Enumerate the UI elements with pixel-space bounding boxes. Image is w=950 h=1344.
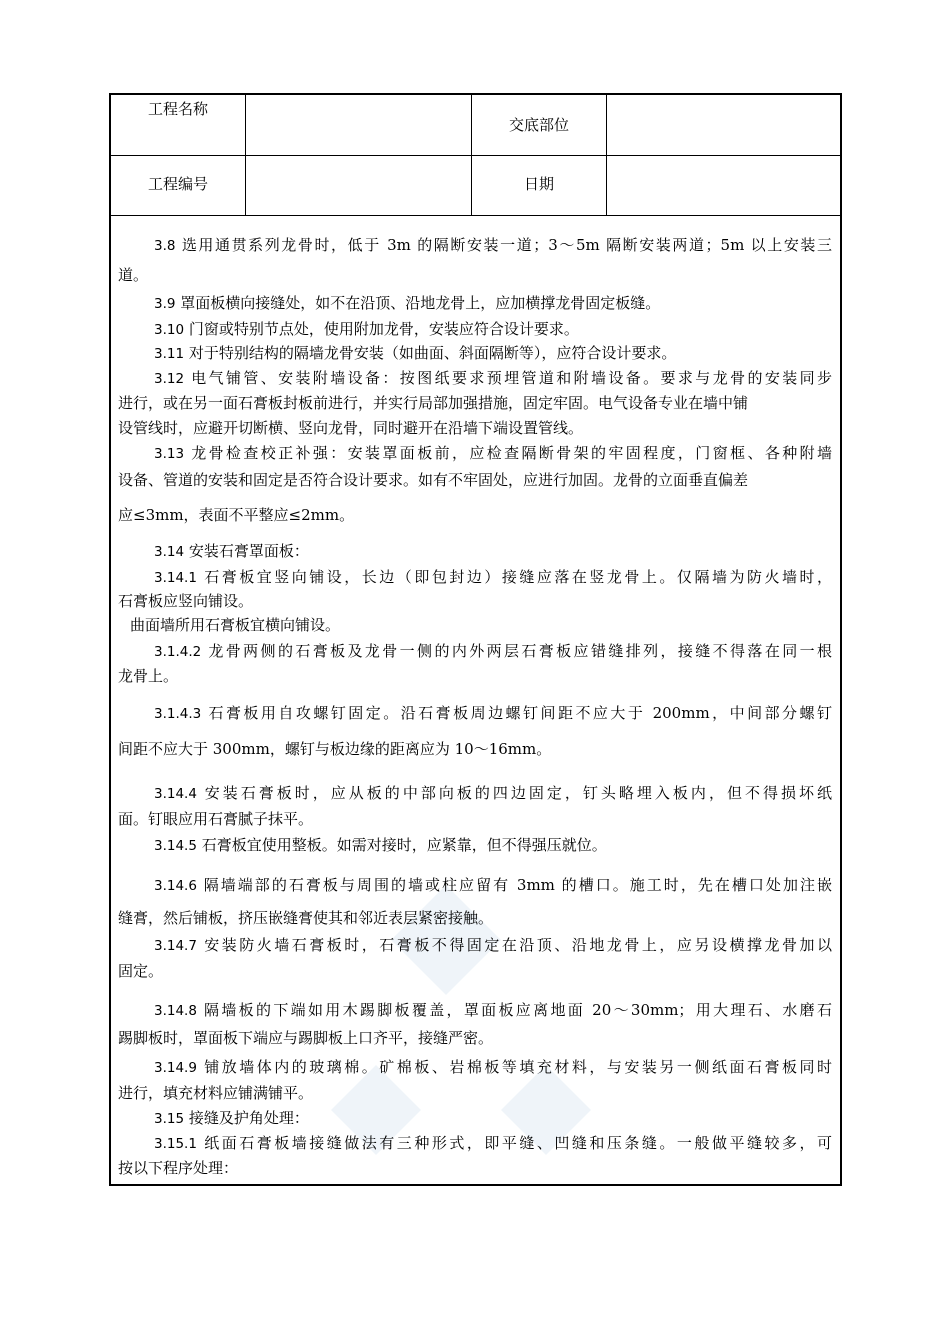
- paragraph-line: [118, 835, 607, 856]
- handover-body: [111, 215, 840, 1184]
- header-row-1: [111, 95, 840, 156]
- clause-number: 3.9: [154, 296, 176, 312]
- line-content: [118, 740, 551, 758]
- line-content: [118, 506, 354, 524]
- line-content: [118, 266, 148, 284]
- paragraph-line: [118, 1133, 832, 1154]
- clause-text: 安装石膏板时，应从板的中部向板的四边固定，钉头略埋入板内，但不得损坏纸: [196, 784, 832, 802]
- clause-text: 隔墙板的下端如用木踢脚板覆盖，罩面板应离地面 20～30mm；用大理石、水磨石: [196, 1001, 832, 1019]
- line-content: [130, 616, 340, 634]
- paragraph-line: [118, 641, 832, 662]
- clause-text: 门窗或特别节点处，使用附加龙骨，安装应符合设计要求。: [184, 320, 579, 338]
- project-name-value-cell[interactable]: [246, 95, 472, 155]
- line-content: [118, 909, 493, 927]
- clause-text: 进行，填充材料应铺满铺平。: [118, 1084, 314, 1102]
- line-content: [118, 810, 313, 828]
- clause-text: 安装石膏罩面板：: [184, 542, 309, 560]
- paragraph-line: [118, 470, 748, 490]
- project-number-label: 工程编号: [147, 175, 208, 193]
- line-content: [154, 294, 660, 312]
- clause-text: 接缝及护角处理：: [184, 1109, 309, 1127]
- line-content: [154, 344, 676, 362]
- date-value-cell[interactable]: [607, 155, 840, 215]
- paragraph-line: [118, 875, 832, 896]
- clause-number: 3.14.8: [154, 1003, 197, 1019]
- paragraph-line: [118, 368, 832, 389]
- line-content: [118, 1084, 313, 1102]
- paragraph-line: [118, 293, 660, 314]
- clause-text: 缝膏，然后铺板，挤压嵌缝膏使其和邻近表层紧密接触。: [118, 909, 494, 927]
- line-content: [118, 667, 178, 685]
- line-content: [154, 703, 832, 724]
- line-content: [154, 443, 832, 464]
- line-content: [118, 1159, 238, 1177]
- clause-number: 3.14.5: [154, 838, 197, 854]
- clause-text: 石膏板用自攻螺钉固定。沿石膏板周边螺钉间距不应大于 200mm，中间部分螺钉: [201, 704, 832, 722]
- paragraph-line: [118, 908, 493, 928]
- clause-text: 对于特别结构的隔墙龙骨安装（如曲面、斜面隔断等），应符合设计要求。: [184, 344, 677, 362]
- paragraph-line: [118, 265, 148, 285]
- project-number-value-cell[interactable]: [246, 155, 472, 215]
- handover-part-value-cell[interactable]: [607, 95, 840, 155]
- paragraph-line: [118, 615, 340, 635]
- clause-text: 踢脚板时，罩面板下端应与踢脚板上口齐平，接缝严密。: [118, 1029, 494, 1047]
- paragraph-line: [118, 1057, 832, 1078]
- line-content: [154, 1109, 309, 1127]
- clause-text: 罩面板横向接缝处，如不在沿顶、沿地龙骨上，应加横撑龙骨固定板缝。: [175, 294, 661, 312]
- paragraph-line: [118, 1028, 493, 1048]
- paragraph-line: [118, 541, 309, 562]
- line-content: [118, 592, 253, 610]
- line-content: [118, 1029, 493, 1047]
- date-label-cell: [472, 155, 607, 215]
- clause-text: 石膏板宜竖向铺设，长边（即包封边）接缝应落在竖龙骨上。仅隔墙为防火墙时，: [196, 568, 832, 586]
- paragraph-line: [118, 505, 354, 525]
- clause-text: 间距不应大于 300mm，螺钉与板边缘的距离应为 10～16mm。: [118, 740, 552, 758]
- paragraph-line: [118, 809, 313, 829]
- paragraph-line: [118, 393, 748, 413]
- clause-text: 安装防火墙石膏板时，石膏板不得固定在沿顶、沿地龙骨上，应另设横撑龙骨加以: [196, 936, 832, 954]
- project-name-label: 工程名称: [147, 100, 208, 118]
- project-number-label-cell: [111, 155, 246, 215]
- line-content: [154, 368, 832, 389]
- clause-number: 3.14.9: [154, 1060, 197, 1076]
- line-content: [154, 1133, 832, 1154]
- line-content: [154, 1000, 832, 1021]
- clause-number: 3.12: [154, 371, 185, 387]
- project-name-label-cell: [111, 95, 246, 155]
- paragraph-line: [118, 591, 253, 611]
- line-content: [154, 641, 832, 662]
- clause-text: 纸面石膏板墙接缝做法有三种形式，即平缝、凹缝和压条缝。一般做平缝较多，可: [196, 1134, 832, 1152]
- paragraph-line: [118, 961, 163, 981]
- line-content: [154, 935, 832, 956]
- clause-text: 设备、管道的安装和固定是否符合设计要求。如有不牢固处，应进行加固。龙骨的立面垂直偏差: [118, 471, 749, 489]
- clause-number: 3.8: [154, 238, 176, 254]
- line-content: [118, 394, 748, 412]
- clause-text: 曲面墙所用石膏板宜横向铺设。: [130, 616, 341, 634]
- line-content: [154, 235, 832, 256]
- line-content: [154, 320, 579, 338]
- clause-number: 3.1.4.3: [154, 706, 202, 722]
- clause-text: 选用通贯系列龙骨时，低于 3m 的隔断安装一道；3～5m 隔断安装两道；5m 以上安装三: [175, 236, 832, 254]
- line-content: [118, 471, 748, 489]
- clause-text: 隔墙端部的石膏板与周围的墙或柱应留有 3mm 的槽口。施工时，先在槽口处加注嵌: [196, 876, 832, 894]
- paragraph-line: [118, 1000, 832, 1021]
- clause-number: 3.11: [154, 346, 185, 362]
- clause-text: 龙骨两侧的石膏板及龙骨一侧的内外两层石膏板应错缝排列，接缝不得落在同一根: [201, 642, 832, 660]
- line-content: [154, 836, 607, 854]
- clause-number: 3.1.4.2: [154, 644, 202, 660]
- clause-text: 铺放墙体内的玻璃棉。矿棉板、岩棉板等填充材料，与安装另一侧纸面石膏板同时: [196, 1058, 832, 1076]
- header-row-2: [111, 155, 840, 216]
- paragraph-line: [118, 703, 832, 724]
- paragraph-line: [118, 1108, 309, 1129]
- paragraph-line: [118, 1158, 238, 1178]
- clause-text: 龙骨上。: [118, 667, 179, 685]
- line-content: [154, 567, 832, 588]
- clause-text: 按以下程序处理：: [118, 1159, 239, 1177]
- line-content: [154, 875, 832, 896]
- paragraph-line: [118, 319, 579, 340]
- clause-number: 3.14.4: [154, 786, 197, 802]
- paragraph-line: [118, 783, 832, 804]
- paragraph-line: [118, 666, 178, 686]
- clause-text: 设管线时，应避开切断横、竖向龙骨，同时避开在沿墙下端设置管线。: [118, 419, 584, 437]
- paragraph-line: [118, 567, 832, 588]
- handover-form: [109, 93, 842, 1186]
- clause-number: 3.15: [154, 1111, 185, 1127]
- clause-text: 应≤3mm，表面不平整应≤2mm。: [118, 506, 355, 524]
- paragraph-line: [118, 418, 583, 438]
- line-content: [154, 783, 832, 804]
- paragraph-line: [118, 443, 832, 464]
- clause-number: 3.14: [154, 544, 185, 560]
- handover-part-label-cell: [472, 95, 607, 155]
- clause-text: 电气铺管、安装附墙设备：按图纸要求预埋管道和附墙设备。要求与龙骨的安装同步: [184, 369, 832, 387]
- clause-text: 石膏板应竖向铺设。: [118, 592, 254, 610]
- clause-number: 3.10: [154, 322, 185, 338]
- line-content: [154, 542, 309, 560]
- line-content: [118, 419, 583, 437]
- clause-text: 面。钉眼应用石膏腻子抹平。: [118, 810, 314, 828]
- clause-text: 固定。: [118, 962, 164, 980]
- paragraph-line: [118, 235, 832, 256]
- clause-text: 龙骨检查校正补强：安装罩面板前，应检查隔断骨架的牢固程度，门窗框、各种附墙: [184, 444, 832, 462]
- clause-number: 3.14.1: [154, 570, 197, 586]
- clause-number: 3.14.7: [154, 938, 197, 954]
- handover-part-label: 交底部位: [508, 116, 569, 134]
- date-label: 日期: [523, 175, 554, 193]
- paragraph-line: [118, 739, 551, 759]
- clause-number: 3.14.6: [154, 878, 197, 894]
- clause-text: 进行，或在另一面石膏板封板前进行，并实行局部加强措施，固定牢固。电气设备专业在墙中铺: [118, 394, 749, 412]
- clause-text: 石膏板宜使用整板。如需对接时，应紧靠，但不得强压就位。: [196, 836, 607, 854]
- paragraph-line: [118, 935, 832, 956]
- clause-text: 道。: [118, 266, 149, 284]
- paragraph-line: [118, 343, 676, 364]
- clause-number: 3.13: [154, 446, 185, 462]
- paragraph-line: [118, 1083, 313, 1103]
- clause-number: 3.15.1: [154, 1136, 197, 1152]
- line-content: [154, 1057, 832, 1078]
- line-content: [118, 962, 163, 980]
